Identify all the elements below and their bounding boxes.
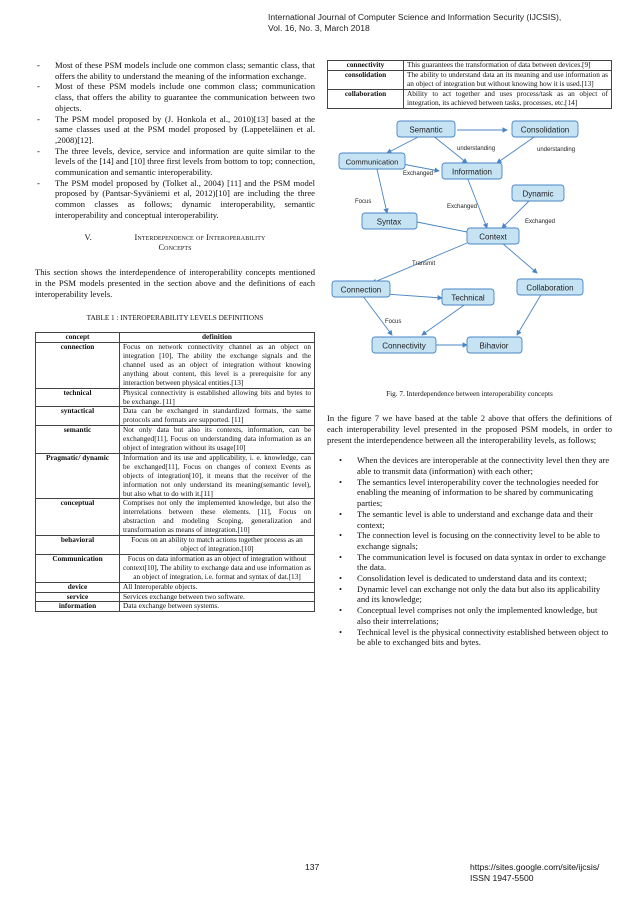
journal-issn: ISSN 1947-5500: [470, 873, 534, 883]
list-item: [327, 530, 612, 551]
right-column: [327, 60, 612, 648]
definition-cell: All Interoperable objects.: [120, 582, 315, 592]
list-item-text: The semantics level interoperability cover the technologies needed for enabling the meaning of information to be shared by communicating parties;: [357, 476, 599, 509]
footer-info: [470, 862, 599, 884]
definition-cell: Not only data but also its contexts, information, can be exchanged[11], Focus on understanding data information as an object of integration without its usage[10]: [120, 426, 315, 454]
journal-volume: Vol. 16, No. 3, March 2018: [268, 23, 370, 33]
node-label: Context: [479, 232, 507, 242]
concept-cell: behavioral: [36, 536, 120, 555]
bullet-marker: •: [339, 508, 343, 519]
bullet-marker: •: [339, 583, 343, 594]
bullet-marker: •: [339, 551, 343, 562]
definition-cell: This guarantees the transformation of data between devices.[9]: [404, 61, 612, 71]
figure-discussion: In the figure 7 we have based at the table 2 above that offers the definitions of each interoperability level presented in the proposed PSM models, in order to present the interdependence between all the interoperability levels, as follows;: [327, 413, 612, 445]
concept-cell: conceptual: [36, 499, 120, 536]
edge-label: Exchanged: [447, 203, 478, 210]
list-item-text: The connection level is focusing on the connectivity level to be able to exchange signals;: [357, 530, 600, 551]
node-communication: [339, 153, 405, 169]
bullet-marker: •: [339, 476, 343, 487]
list-item-text: When the devices are interoperable at the connectivity level then they are able to transmit data (information) with each other;: [357, 455, 610, 477]
node-dynamic: [512, 185, 564, 201]
table-row: [36, 602, 315, 612]
table-row: [36, 499, 315, 536]
concept-cell: semantic: [36, 426, 120, 454]
section-title-line1: Interdependence of Interoperability: [134, 232, 266, 242]
table-caption: TABLE 1 : INTEROPERABILITY LEVELS DEFINITIONS: [86, 314, 264, 323]
section-body: This section shows the interdependence of interoperability concepts mentioned in the PSM models presented in the section above and the definitions of each interoperability levels.: [35, 267, 315, 299]
section-number: V.: [84, 232, 92, 242]
node-semantic: [397, 121, 455, 137]
node-connection: [332, 281, 390, 297]
page-number: 137: [305, 862, 320, 872]
list-item: [35, 114, 315, 146]
definition-cell: Focus on an ability to match actions together process as an object of integration.[10]: [120, 536, 315, 555]
table-row: [36, 407, 315, 426]
journal-header: [268, 12, 608, 34]
list-item-text: The semantic level is able to understand and exchange data and their context;: [357, 508, 593, 530]
definition-cell: Services exchange between two software.: [120, 592, 315, 602]
table-row: [328, 89, 612, 108]
node-label: Bihavior: [479, 341, 509, 351]
definition-cell: Focus on data information as an object of integration without context[10], The ability to exchange data and use information as an object of integration, i.e. format and syntax of dat.[13]: [120, 554, 315, 582]
dash-marker: -: [37, 113, 40, 124]
list-item: [327, 627, 612, 648]
definition-cell: Physical connectivity is established allowing bits and bytes to be exchange. [11]: [120, 388, 315, 407]
table-header-row: [36, 333, 315, 343]
bullet-marker: •: [339, 530, 343, 541]
table-row: [36, 426, 315, 454]
list-item: [35, 178, 315, 221]
psm-observations-list: [35, 60, 315, 221]
definitions-table: [35, 332, 315, 612]
table-row: [36, 343, 315, 389]
list-item-text: Dynamic level can exchange not only the data but also its applicability and its knowledge;: [357, 583, 601, 605]
left-column: [35, 60, 315, 612]
list-item-text: Most of these PSM models include one common class; semantic class, that offers the ability to understand the meaning of the information exchange.: [55, 60, 315, 81]
node-collaboration: [517, 279, 583, 295]
list-item: [35, 60, 315, 81]
node-consolidation: [512, 121, 578, 137]
node-connectivity: [372, 337, 436, 353]
table-row: [328, 70, 612, 89]
node-label: Connection: [340, 285, 382, 295]
list-item: [327, 573, 612, 584]
dash-marker: -: [37, 81, 40, 92]
column-header-concept: concept: [36, 333, 120, 343]
list-item: [327, 605, 612, 626]
bullet-marker: •: [339, 605, 343, 616]
list-item: [327, 509, 612, 530]
node-label: Syntax: [376, 217, 402, 227]
interdependence-bullets: [327, 455, 612, 648]
concept-cell: information: [36, 602, 120, 612]
definition-cell: Comprises not only the implemented knowledge, but also the interrelations between these elements. [11], Focus on abstraction and modeling Scoping, generalization and transformation as means of integration.[10]: [120, 499, 315, 536]
concept-cell: technical: [36, 388, 120, 407]
list-item-text: Technical level is the physical connectivity established between object to be able to exchanged bits and bytes.: [357, 626, 609, 648]
figure-caption: Fig. 7. Interdependence between interoperability concepts: [386, 389, 553, 398]
dash-marker: -: [37, 60, 40, 70]
concept-cell: connectivity: [328, 61, 404, 71]
table-row: [36, 554, 315, 582]
concept-cell: connection: [36, 343, 120, 389]
node-bihavior: [467, 337, 522, 353]
list-item: [35, 146, 315, 178]
definition-cell: The ability to understand data an its meaning and use information as an object of integration but without knowing how it is used.[13]: [404, 70, 612, 89]
concept-cell: consolidation: [328, 70, 404, 89]
definition-cell: Ability to act together and uses process/task as an object of integration, its achieved between tasks, processes, etc.[14]: [404, 89, 612, 108]
list-item-text: Most of these PSM models include one common class; communication class, that offers the ability to guarantee the communication between two objects.: [55, 81, 315, 113]
journal-title: International Journal of Computer Science and Information Security (IJCSIS),: [268, 12, 562, 22]
node-label: Information: [451, 167, 493, 177]
list-item: [327, 455, 612, 476]
table-row: [36, 453, 315, 499]
column-header-definition: definition: [120, 333, 315, 343]
interdependence-diagram: [327, 113, 612, 383]
list-item-text: The communication level is focused on data syntax in order to exchange the data.: [357, 551, 606, 573]
table-row: [36, 582, 315, 592]
list-item-text: Conceptual level comprises not only the implemented knowledge, but also their interrelations;: [357, 605, 598, 626]
node-label: Consolidation: [520, 125, 570, 135]
dash-marker: -: [37, 177, 40, 188]
concept-cell: service: [36, 592, 120, 602]
definition-cell: Focus on network connectivity channel as an object on integration [10], The ability the exchange signals and the channel used as an object of integration without knowing anything about content, this level is a prerequisite for any interaction between physical entities.[13]: [120, 343, 315, 389]
dash-marker: -: [37, 145, 40, 156]
edge-label: understanding: [457, 145, 496, 152]
bullet-marker: •: [339, 455, 343, 466]
definition-cell: Data can be exchanged in standardized formats, the same protocols and formats are supported. [11]: [120, 407, 315, 426]
edge-label: understanding: [537, 146, 576, 153]
node-label: Semantic: [409, 125, 443, 135]
table-row: [36, 536, 315, 555]
node-label: Technical: [451, 293, 485, 303]
journal-url[interactable]: https://sites.google.com/site/ijcsis/: [470, 862, 600, 872]
list-item: [327, 552, 612, 573]
edge-label: Transmit: [412, 260, 436, 267]
concept-cell: device: [36, 582, 120, 592]
node-technical: [442, 289, 494, 305]
definition-cell: Data exchange between systems.: [120, 602, 315, 612]
list-item-text: The PSM model proposed by (Tolket al., 2004) [11] and the PSM model proposed by (Pantsar-Syväniemi et al, 2012)[10] are including the three common classes as follows; dynamic interoperability, semantic interoperability and conceptual interoperability.: [55, 177, 315, 220]
edge-label: Focus: [385, 318, 402, 325]
edge-label: Exchanged: [525, 218, 556, 225]
concept-cell: Communication: [36, 554, 120, 582]
table-row: [328, 61, 612, 71]
node-label: Collaboration: [526, 283, 574, 293]
table-row: [36, 388, 315, 407]
node-label: Dynamic: [522, 189, 554, 199]
node-label: Communication: [345, 157, 399, 167]
definitions-table-continued: [327, 60, 612, 109]
list-item-text: The three levels, device, service and information are quite similar to the levels of the [14] and [10] three first levels from bottom to top; connection, communication and semantic interoperability.: [55, 145, 315, 178]
section-heading: [35, 233, 315, 254]
node-context: [467, 228, 519, 244]
bullet-marker: •: [339, 626, 343, 637]
concept-cell: collaboration: [328, 89, 404, 108]
concept-cell: Pragmatic/ dynamic: [36, 453, 120, 499]
list-item: [327, 584, 612, 605]
edge-label: Focus: [355, 198, 372, 205]
node-syntax: [362, 213, 417, 229]
table-row: [36, 592, 315, 602]
list-item: [35, 81, 315, 113]
concept-cell: syntactical: [36, 407, 120, 426]
list-item-text: Consolidation level is dedicated to understand data and its context;: [357, 573, 587, 584]
bullet-marker: •: [339, 573, 343, 584]
definition-cell: Information and its use and applicability, i. e. knowledge, can be exchanged[11], Focus on changes of context Events as objects of integration[10], it means that the receiver of the information not only understand its meaning(semantic level), but also what to do with it.[11]: [120, 453, 315, 499]
edge-label: Exchanged: [403, 170, 434, 177]
node-information: [442, 163, 502, 179]
section-title-line2: Concepts: [158, 242, 192, 252]
node-label: Connectivity: [382, 341, 426, 351]
list-item: [327, 477, 612, 509]
list-item-text: The PSM model proposed by (J. Honkola et al., 2010)[13] based at the same classes used at the PSM model proposed by (Lappeteläinen et al. ,2008)[12].: [55, 113, 315, 145]
